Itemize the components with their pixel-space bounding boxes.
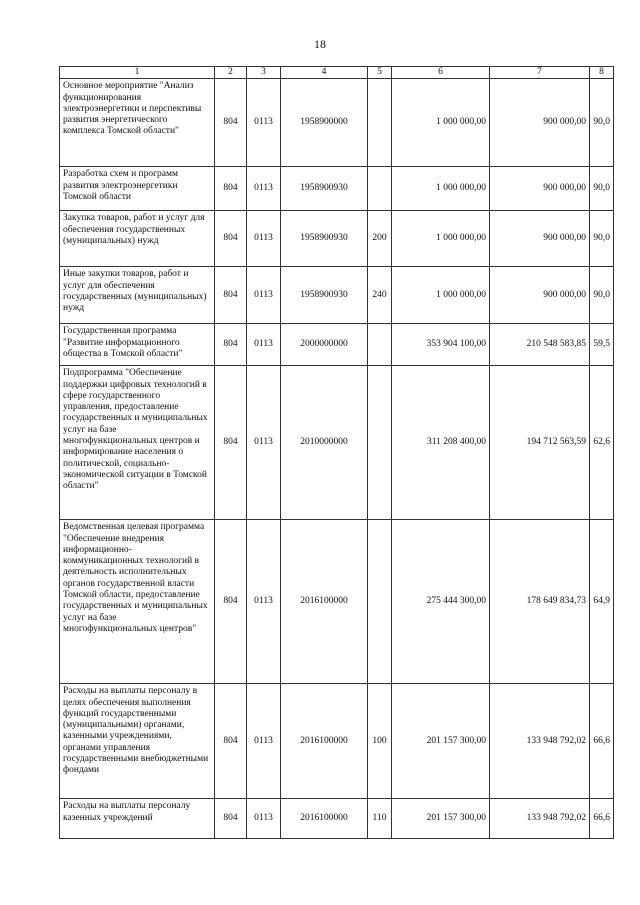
fact-amount-cell: 900 000,00 — [490, 167, 590, 211]
grbs-cell: 804 — [215, 799, 247, 839]
fact-amount-cell: 210 548 583,85 — [490, 324, 590, 366]
target-article-cell: 1958900000 — [281, 79, 368, 167]
fact-amount-cell: 900 000,00 — [490, 267, 590, 324]
plan-amount-cell: 1 000 000,00 — [392, 167, 490, 211]
page-number: 18 — [314, 37, 326, 51]
header-cell: 2 — [215, 67, 247, 79]
section-cell: 0113 — [247, 79, 281, 167]
plan-amount-cell: 275 444 300,00 — [392, 520, 490, 684]
table-row — [60, 799, 614, 839]
grbs-cell: 804 — [215, 211, 247, 267]
header-cell: 4 — [281, 67, 368, 79]
row-name-cell: Расходы на выплаты персоналу в целях обеспечения выполнения функций государственными (муниципальными) органами, казенными учреждениями, органами управления государственными внебюджетными фондами — [60, 684, 215, 799]
row-name-cell: Ведомственная целевая программа "Обеспечение внедрения информационно-коммуникационных технологий в деятельность исполнительных органов государственной власти Томской области, предоставление государственных и муниципальных услуг на базе многофункциональных центров" — [60, 520, 215, 684]
section-cell: 0113 — [247, 267, 281, 324]
table-row — [60, 167, 614, 211]
plan-amount-cell: 201 157 300,00 — [392, 684, 490, 799]
fact-amount-cell: 133 948 792,02 — [490, 684, 590, 799]
plan-amount-cell: 1 000 000,00 — [392, 79, 490, 167]
table-row — [60, 267, 614, 324]
percent-cell: 66,6 — [590, 684, 614, 799]
fact-amount-cell: 133 948 792,02 — [490, 799, 590, 839]
fact-amount-cell: 178 649 834,73 — [490, 520, 590, 684]
expense-type-cell — [368, 324, 392, 366]
grbs-cell: 804 — [215, 167, 247, 211]
header-cell: 5 — [368, 67, 392, 79]
expense-type-cell — [368, 167, 392, 211]
plan-amount-cell: 201 157 300,00 — [392, 799, 490, 839]
expense-type-cell: 100 — [368, 684, 392, 799]
row-name-cell: Основное мероприятие "Анализ функционирования электроэнергетики и перспективы развития энергетического комплекса Томской области" — [60, 79, 215, 167]
expense-type-cell: 240 — [368, 267, 392, 324]
table-row — [60, 366, 614, 520]
section-cell: 0113 — [247, 211, 281, 267]
header-cell: 8 — [590, 67, 614, 79]
percent-cell: 90,0 — [590, 167, 614, 211]
header-cell: 3 — [247, 67, 281, 79]
section-cell: 0113 — [247, 167, 281, 211]
grbs-cell: 804 — [215, 366, 247, 520]
table-row — [60, 324, 614, 366]
expense-type-cell: 110 — [368, 799, 392, 839]
percent-cell: 59,5 — [590, 324, 614, 366]
plan-amount-cell: 1 000 000,00 — [392, 211, 490, 267]
row-name-cell: Подпрограмма "Обеспечение поддержки цифровых технологий в сфере государственного управления, предоставление государственных и муниципальных услуг на базе многофункциональных центров и информирование населения о политической, социально-экономической ситуации в Томской области" — [60, 366, 215, 520]
fact-amount-cell: 194 712 563,59 — [490, 366, 590, 520]
plan-amount-cell: 353 904 100,00 — [392, 324, 490, 366]
target-article-cell: 2010000000 — [281, 366, 368, 520]
table-row — [60, 211, 614, 267]
target-article-cell: 2016100000 — [281, 520, 368, 684]
target-article-cell: 2016100000 — [281, 799, 368, 839]
section-cell: 0113 — [247, 324, 281, 366]
section-cell: 0113 — [247, 684, 281, 799]
expense-type-cell: 200 — [368, 211, 392, 267]
table-row — [60, 520, 614, 684]
percent-cell: 62,6 — [590, 366, 614, 520]
budget-table — [59, 66, 614, 839]
grbs-cell: 804 — [215, 79, 247, 167]
percent-cell: 90,0 — [590, 211, 614, 267]
plan-amount-cell: 311 208 400,00 — [392, 366, 490, 520]
percent-cell: 90,0 — [590, 267, 614, 324]
grbs-cell: 804 — [215, 324, 247, 366]
target-article-cell: 2016100000 — [281, 684, 368, 799]
target-article-cell: 2000000000 — [281, 324, 368, 366]
header-cell: 6 — [392, 67, 490, 79]
fact-amount-cell: 900 000,00 — [490, 211, 590, 267]
percent-cell: 66,6 — [590, 799, 614, 839]
table-row — [60, 684, 614, 799]
row-name-cell: Расходы на выплаты персоналу казенных учреждений — [60, 799, 215, 839]
header-cell: 7 — [490, 67, 590, 79]
header-cell: 1 — [60, 67, 215, 79]
section-cell: 0113 — [247, 520, 281, 684]
percent-cell: 64,9 — [590, 520, 614, 684]
plan-amount-cell: 1 000 000,00 — [392, 267, 490, 324]
expense-type-cell — [368, 520, 392, 684]
target-article-cell: 1958900930 — [281, 267, 368, 324]
grbs-cell: 804 — [215, 684, 247, 799]
fact-amount-cell: 900 000,00 — [490, 79, 590, 167]
section-cell: 0113 — [247, 366, 281, 520]
expense-type-cell — [368, 79, 392, 167]
target-article-cell: 1958900930 — [281, 167, 368, 211]
expense-type-cell — [368, 366, 392, 520]
table-row — [60, 79, 614, 167]
row-name-cell: Иные закупки товаров, работ и услуг для обеспечения государственных (муниципальных) нужд — [60, 267, 215, 324]
grbs-cell: 804 — [215, 520, 247, 684]
percent-cell: 90,0 — [590, 79, 614, 167]
header-row — [60, 67, 614, 79]
row-name-cell: Разработка схем и программ развития электроэнергетики Томской области — [60, 167, 215, 211]
row-name-cell: Государственная программа "Развитие информационного общества в Томской области" — [60, 324, 215, 366]
grbs-cell: 804 — [215, 267, 247, 324]
row-name-cell: Закупка товаров, работ и услуг для обеспечения государственных (муниципальных) нужд — [60, 211, 215, 267]
target-article-cell: 1958900930 — [281, 211, 368, 267]
section-cell: 0113 — [247, 799, 281, 839]
